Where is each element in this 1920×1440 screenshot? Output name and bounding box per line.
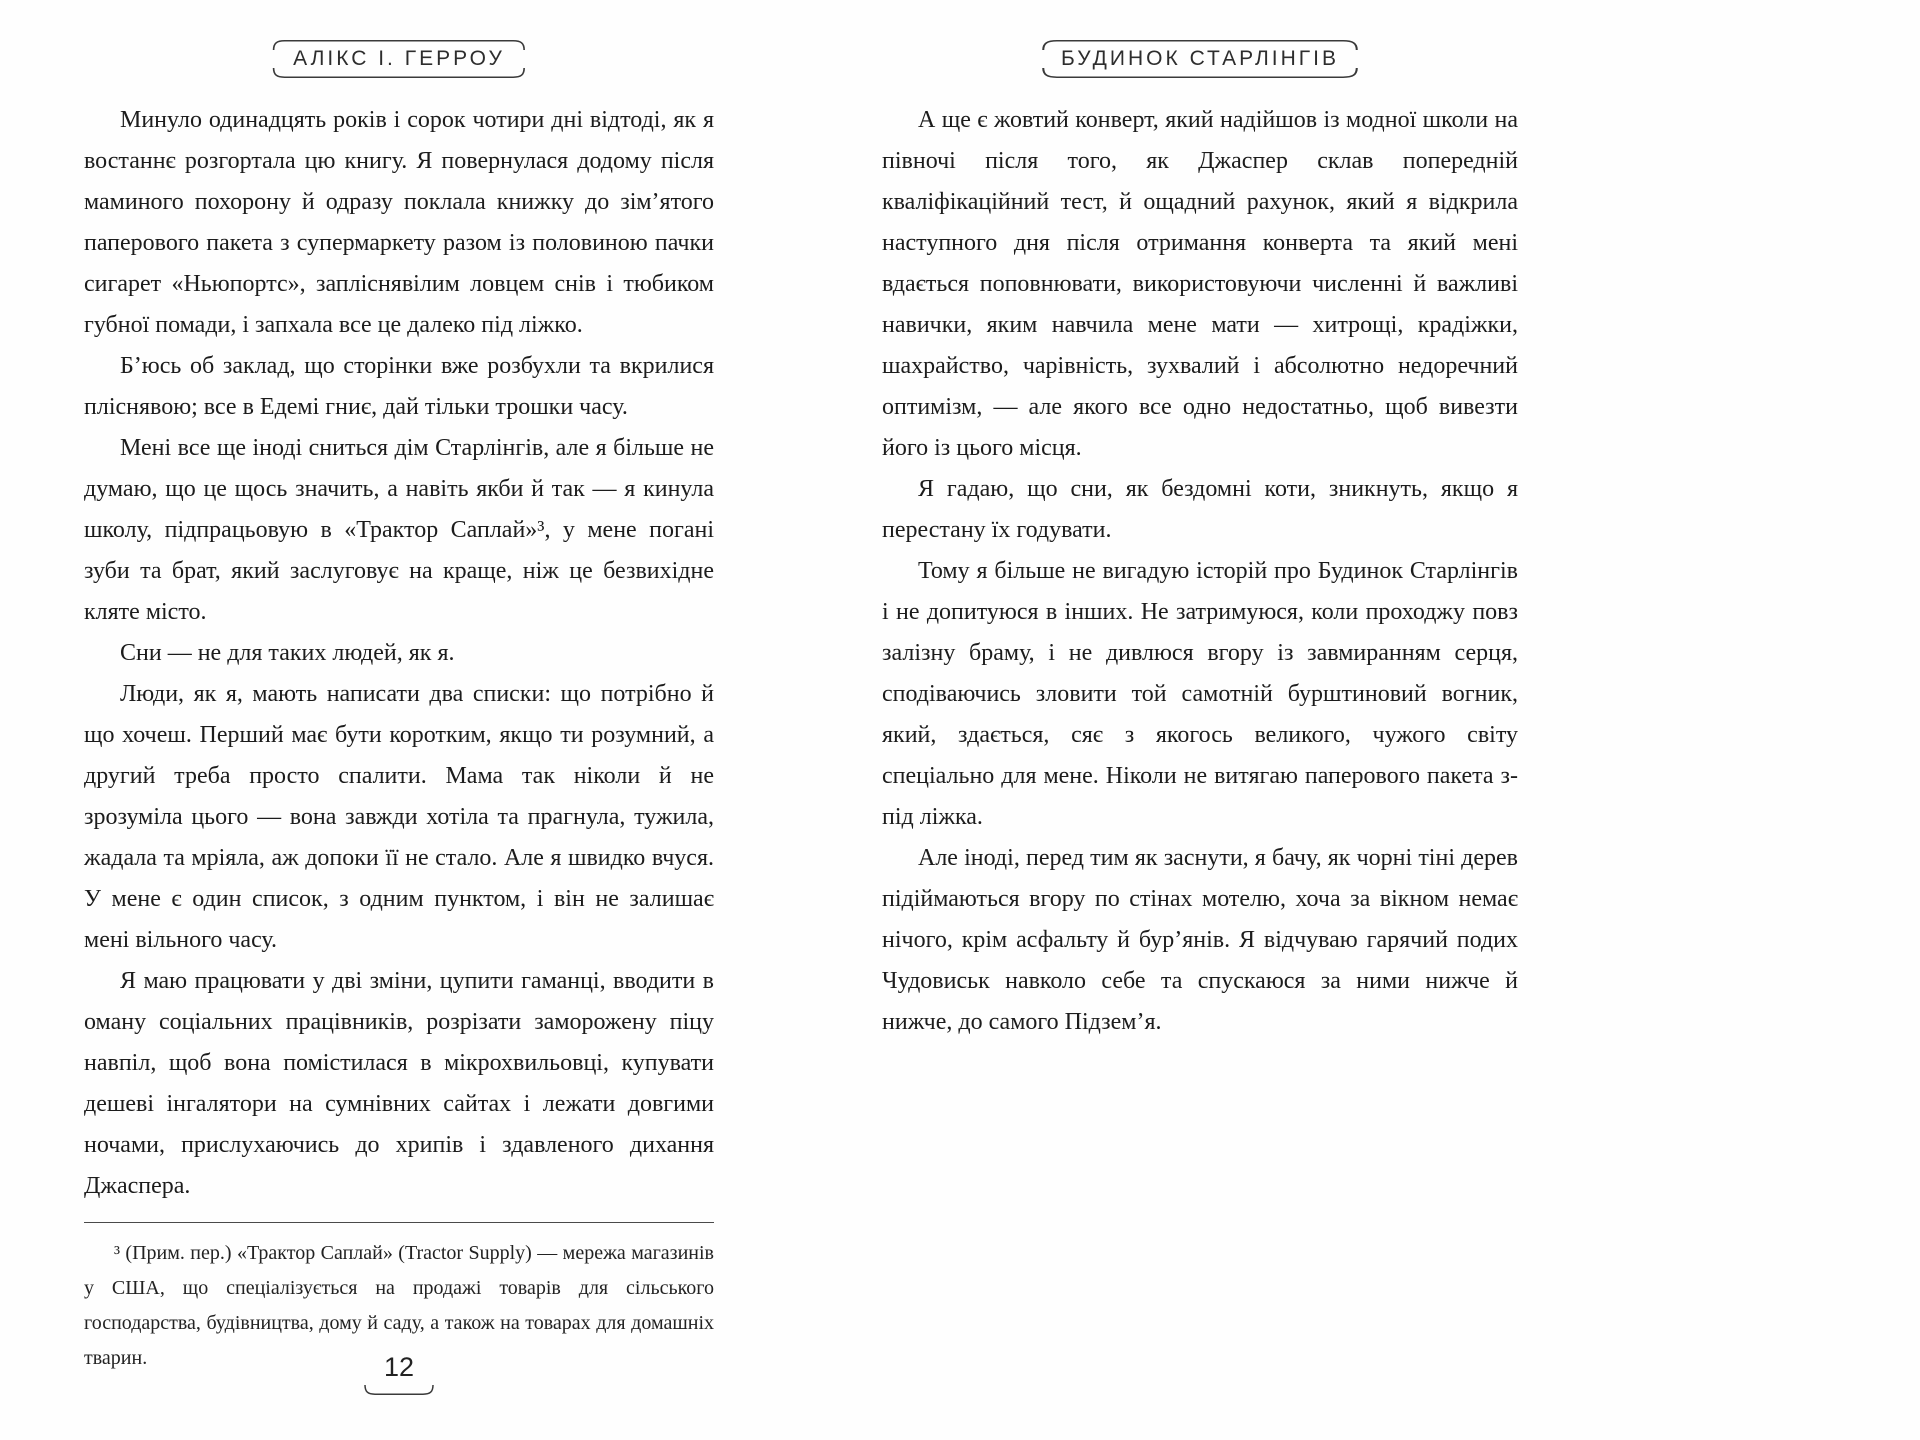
left-page-text	[84, 100, 714, 1207]
running-head-author: АЛІКС І. ГЕРРОУ	[293, 47, 505, 70]
right-page-text	[882, 100, 1518, 1043]
footnote-text: ³ (Прим. пер.) «Трактор Саплай» (Tractor Supply) — мережа магазинів у США, що спеціалізується на продажі товарів для сільського господарства, будівництва, дому й саду, а також на товарах для домашніх тварин.	[84, 1242, 714, 1369]
paragraph: Минуло одинадцять років і сорок чотири дні відтоді, як я востаннє розгортала цю книгу. Я повернулася додому після маминого похорону й одразу поклала книжку до зім’ятого паперового пакета з супермаркету разом із половиною пачки сигарет «Ньюпортс», запліснявілим ловцем снів і тюбиком губної помади, і запхала все це далеко під ліжко.	[84, 107, 714, 338]
left-page	[84, 0, 714, 1440]
paragraph: Але іноді, перед тим як заснути, я бачу, як чорні тіні дерев підіймаються вгору по стінах мотелю, хоча за вікном немає нічого, крім асфальту й бур’янів. Я відчуваю гарячий подих Чудовиськ навколо себе та спускаюся за ними нижче й нижче, до самого Підзем’я.	[882, 845, 1518, 1035]
paragraph: Мені все ще іноді сниться дім Старлінгів, але я більше не думаю, що це щось значить, а навіть якби й так — я кинула школу, підпрацьовую в «Трактор Саплай»³, у мене погані зуби та брат, який заслуговує на краще, ніж це безвихідне кляте місто.	[84, 435, 714, 625]
right-page	[882, 0, 1518, 1440]
page-number-block	[357, 1352, 441, 1400]
page-number-ornament	[357, 1382, 441, 1400]
paragraph: Люди, як я, мають написати два списки: що потрібно й що хочеш. Перший має бути коротким, якщо ти розумний, а другий треба просто спалити. Мама так ніколи й не зрозуміла цього — вона завжди хотіла та прагнула, тужила, жадала та мріяла, аж допоки її не стало. Але я швидко вчуся. У мене є один список, з одним пунктом, і він не залишає мені вільного часу.	[84, 681, 714, 953]
running-head-title: БУДИНОК СТАРЛІНГІВ	[1060, 47, 1339, 70]
paragraph: Б’юсь об заклад, що сторінки вже розбухли та вкрилися пліснявою; все в Едемі гниє, дай тільки трошки часу.	[84, 353, 714, 420]
running-head-badge	[1035, 34, 1365, 84]
running-head-left	[84, 34, 714, 84]
running-head-badge	[267, 34, 531, 84]
running-head-right	[882, 34, 1518, 84]
paragraph: Сни — не для таких людей, як я.	[120, 640, 455, 666]
footnote-separator	[84, 1222, 714, 1223]
paragraph: А ще є жовтий конверт, який надійшов із модної школи на півночі після того, як Джаспер склав попередній кваліфікаційний тест, й ощадний рахунок, який я відкрила наступного дня після отримання конверта та який мені вдається поповнювати, використовуючи численні й важливі навички, яким навчила мене мати — хитрощі, крадіжки, шахрайство, чарівність, зухвалий і абсолютно недоречний оптимізм, — але якого все одно недостатньо, щоб вивезти його із цього місця.	[882, 107, 1518, 461]
paragraph: Тому я більше не вигадую історій про Будинок Старлінгів і не допитуюся в інших. Не затримуюся, коли проходжу повз залізну браму, і не дивлюся вгору із завмиранням серця, сподіваючись зловити той самотній бурштиновий вогник, який, здається, сяє з якогось великого, чужого світу спеціально для мене. Ніколи не витягаю паперового пакета з-під ліжка.	[882, 558, 1518, 830]
paragraph: Я гадаю, що сни, як бездомні коти, зникнуть, якщо я перестану їх годувати.	[882, 476, 1518, 543]
paragraph: Я маю працювати у дві зміни, цупити гаманці, вводити в оману соціальних працівників, розрізати заморожену піцу навпіл, щоб вона помістилася в мікрохвильовці, купувати дешеві інгалятори на сумнівних сайтах і лежати довгими ночами, прислухаючись до хрипів і здавленого дихання Джаспера.	[84, 968, 714, 1199]
page-number: 12	[383, 1352, 415, 1382]
